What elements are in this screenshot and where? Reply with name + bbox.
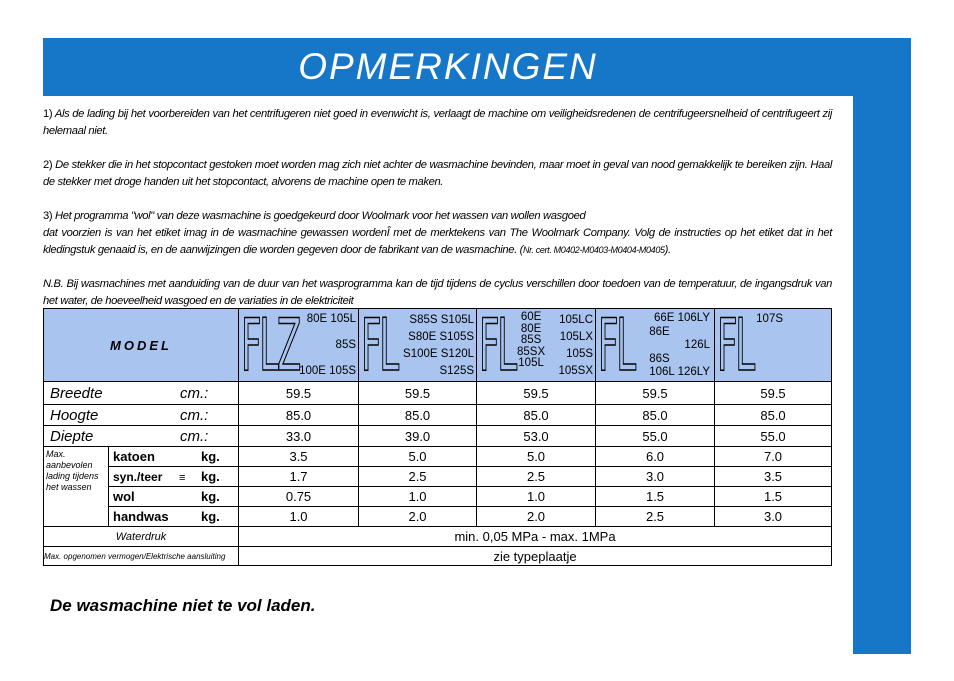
model-prefix: FLZ xyxy=(241,309,300,381)
row-waterdruk: Waterdruk min. 0,05 MPa - max. 1MPa xyxy=(44,527,832,547)
model-col-2: FL S85S S105L S80E S105S S100E S120L S125S xyxy=(359,309,477,382)
row-synteer: syn./teer ≡ kg. 1.7 2.5 2.5 3.0 3.5 xyxy=(44,467,832,487)
row-katoen: Max. aanbevolen lading tijdens het wassen katoen kg. 3.5 5.0 5.0 6.0 7.0 xyxy=(44,447,832,467)
notes-section xyxy=(43,106,832,310)
footer-note: De wasmachine niet te vol laden. xyxy=(50,596,316,615)
load-label: Max. aanbevolen lading tijdens het wassen xyxy=(44,447,109,527)
model-prefix: FL xyxy=(717,309,753,381)
row-handwas: handwas kg. 1.0 2.0 2.0 2.5 3.0 xyxy=(44,507,832,527)
row-diepte: Diepte cm.: 33.0 39.0 53.0 55.0 55.0 xyxy=(44,426,832,447)
side-band xyxy=(853,38,911,654)
handwash-symbol-icon: ≡ xyxy=(179,472,186,484)
row-power: Max. opgenomen vermogen/Elektrische aansluiting zie typeplaatje xyxy=(44,547,832,566)
page-title: OPMERKINGEN xyxy=(298,46,598,87)
note-3-cont: dat voorzien is van het etiket imag in de wasmachine gewassen wordenÎ met de merktekens van The Woolmark Company. Volg de instructies op het etiket dat in het kledingstuk genaaid is, en de aanwijzingen die worden gegeven door de fabrikant van de wasmachine. (Nr. cert. M0402-M0403-M0404-M0405). xyxy=(43,227,832,256)
row-wol: wol kg. 0.75 1.0 1.0 1.5 1.5 xyxy=(44,487,832,507)
model-col-1: FLZ 80E 105L 85S 100E 105S xyxy=(239,309,359,382)
row-breedte: Breedte cm.: 59.5 59.5 59.5 59.5 59.5 xyxy=(44,382,832,405)
note-1: 1) Als de lading bij het voorbereiden van het centrifugeren niet goed in evenwicht is, verlaagt de machine om veiligheidsredenen de centrifugeersnelheid of centrifugeert zij helemaal niet. xyxy=(43,108,833,137)
model-col-5: FL 107S xyxy=(715,309,832,382)
note-nb: N.B. Bij wasmachines met aanduiding van de duur van het wasprogramma kan de tijd tijdens de cyclus verschillen door toedoen van de temperatuur, de ingangsdruk van het water, de hoeveelheid wasgoed en de variaties in de elektriciteit xyxy=(43,278,832,307)
model-col-4: FL 66E 106LY 86E 126L 86S 106L 126LY xyxy=(596,309,715,382)
note-2: 2) De stekker die in het stopcontact gestoken moet worden mag zich niet achter de wasmachine bevinden, maar moet in geval van nood gemakkelijk te bereiken zijn. Haal de stekker met droge handen uit het stopcontact, alvorens de machine open te maken. xyxy=(43,159,832,188)
model-prefix: FL xyxy=(598,309,634,381)
model-label: MODEL xyxy=(44,309,239,382)
note-3: 3) Het programma "wol" van deze wasmachine is goedgekeurd door Woolmark voor het wassen van wollen wasgoed xyxy=(43,210,586,222)
row-hoogte: Hoogte cm.: 85.0 85.0 85.0 85.0 85.0 xyxy=(44,405,832,426)
model-prefix: FL xyxy=(479,309,515,381)
table-header-row xyxy=(44,309,832,382)
model-col-3: FL 60E 80E 85S 85SX 105L 105LC 105LX 105S 105SX xyxy=(477,309,596,382)
spec-table xyxy=(43,308,832,566)
model-prefix: FL xyxy=(361,309,397,381)
